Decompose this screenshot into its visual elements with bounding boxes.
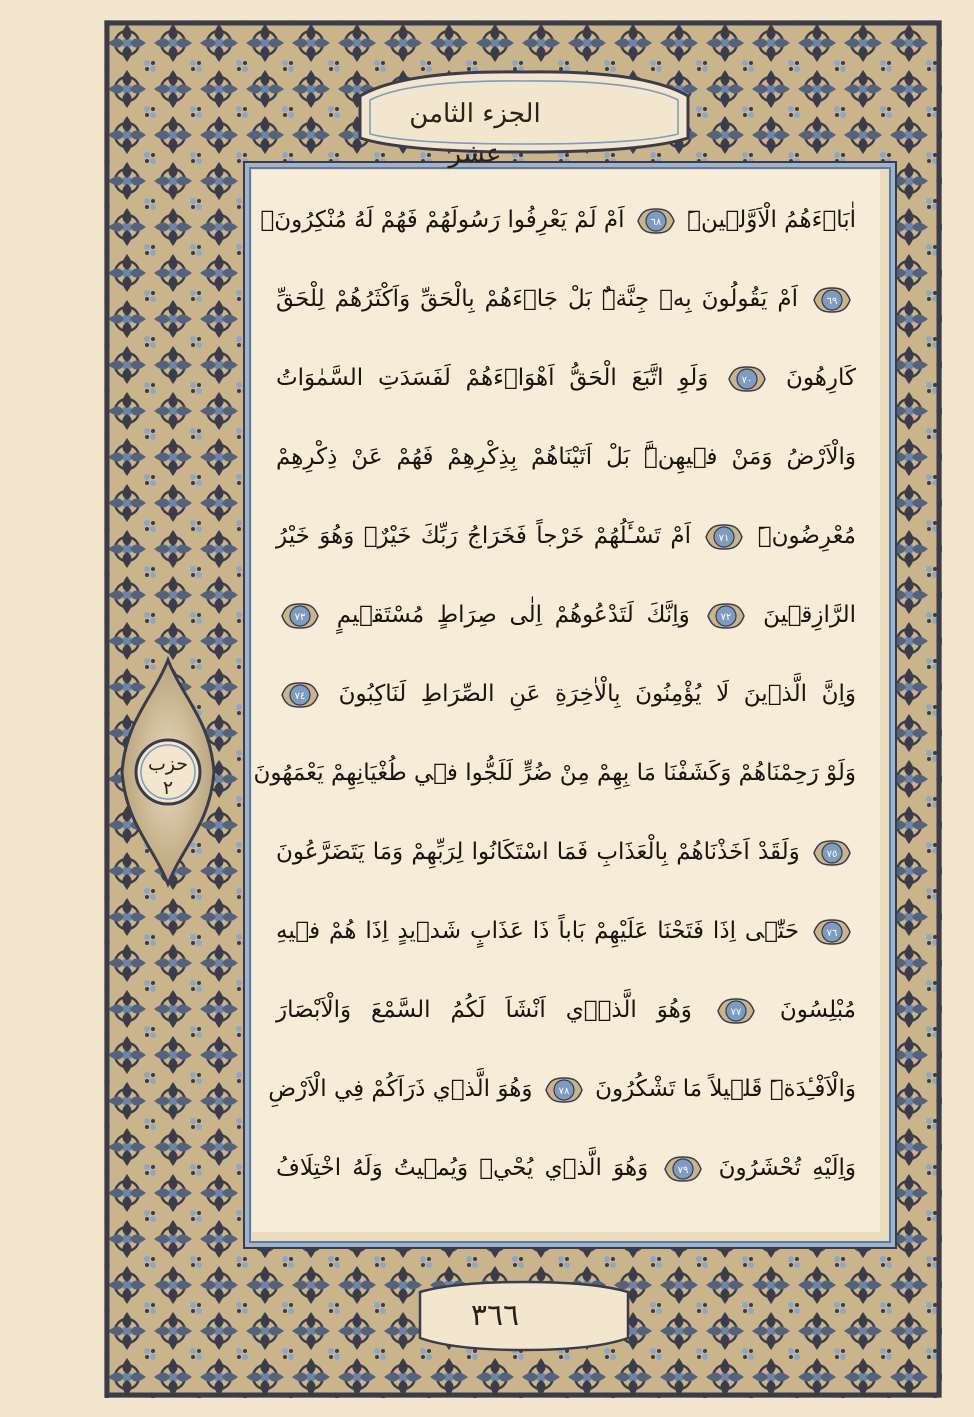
ayah-number-marker	[706, 601, 746, 631]
ayah-number-marker	[812, 838, 852, 868]
ayah-number-marker	[727, 364, 767, 394]
verse-text: وَالْاَرْضُ وَمَنْ ف۪يهِنَّۜ بَلْ اَتَيْنَاهُمْ بِذِكْرِهِمْ فَهُمْ عَنْ ذِكْرِهِمْ	[276, 444, 856, 470]
ayah-number: ٧٨	[558, 1085, 570, 1097]
ayah-number-marker	[636, 206, 676, 236]
ayah-number-marker	[663, 1154, 703, 1184]
ayah-number: ٧٠	[741, 374, 753, 386]
verse-text: وَلَوِ اتَّبَعَ الْحَقُّ اَهْوَاۤءَهُمْ لَفَسَدَتِ السَّمٰوَاتُ	[276, 365, 709, 391]
verse-text: وَالْاَفْـِٔدَةَۜ قَل۪يلاً مَا تَشْكُرُونَ	[587, 1076, 856, 1102]
page-number: ٣٦٦	[470, 1298, 520, 1333]
verse-line	[276, 587, 856, 643]
verse-text: وَلَوْ رَحِمْنَاهُمْ وَكَشَفْنَا مَا بِهِمْ مِنْ ضُرٍّ لَلَجُّوا ف۪ي طُغْيَانِهِمْ يَعْمَهُونَ	[253, 760, 856, 786]
hizb-word: حزب	[147, 753, 189, 775]
ayah-number-marker	[812, 285, 852, 315]
verse-line	[276, 666, 856, 722]
verse-text: وَهُوَ الَّذ۪ي يُحْي۪ وَيُم۪يتُ وَلَهُ اخْتِلَافُ	[276, 1155, 649, 1181]
ayah-number: ٧٤	[294, 690, 306, 702]
verse-text: وَاِنَّكَ لَتَدْعُوهُمْ اِلٰى صِرَاطٍ مُسْتَق۪يمٍ	[324, 602, 690, 628]
verse-line	[276, 824, 856, 880]
juz-title: الجزء الثامن عشر	[409, 99, 541, 169]
verse-text: حَتّٰۤى اِذَا فَتَحْنَا عَلَيْهِمْ بَاباً ذَا عَذَابٍ شَد۪يدٍ اِذَا هُمْ ف۪يهِ	[276, 918, 800, 944]
ayah-number-marker	[544, 1075, 584, 1105]
verse-line	[276, 1140, 856, 1196]
verse-text: مُبْلِسُونَ	[759, 997, 856, 1023]
verse-text: مُعْرِضُونَۜ	[748, 523, 856, 549]
verse-line	[276, 350, 856, 406]
verse-text: الرَّازِق۪ينَ	[750, 602, 856, 628]
verse-line	[260, 192, 856, 248]
ayah-number: ٦٨	[650, 216, 662, 228]
ayah-number-marker	[812, 917, 852, 947]
verse-text: وَلَقَدْ اَخَذْنَاهُمْ بِالْعَذَابِ فَمَا اسْتَكَانُوا لِرَبِّهِمْ وَمَا يَتَضَرَّعُونَ	[276, 839, 800, 865]
verse-text: اٰبَاۤءَهُمُ الْاَوَّل۪ينَۜ	[679, 207, 856, 233]
verse-text: اَمْ تَسْـَٔلُهُمْ خَرْجاً فَخَرَاجُ رَبِّكَ خَيْرٌۗ وَهُوَ خَيْرُ	[276, 523, 691, 549]
verse-text: كَارِهُونَ	[771, 365, 856, 391]
ayah-number-marker	[280, 680, 320, 710]
ayah-number: ٦٩	[826, 295, 838, 307]
ayah-number: ٧٦	[826, 927, 838, 939]
verse-text: اَمْ يَقُولُونَ بِه۪ جِنَّةٌۜ بَلْ جَاۤءَهُمْ بِالْحَقِّ وَاَكْثَرُهُمْ لِلْحَقِّ	[276, 286, 798, 312]
verse-line	[276, 982, 856, 1038]
verse-line	[253, 745, 856, 801]
ayah-number-marker	[704, 522, 744, 552]
verse-line	[276, 508, 856, 564]
verse-text: وَهُوَ الَّذ۪ي ذَرَاَكُمْ فِي الْاَرْضِ	[268, 1076, 533, 1102]
hizb-label	[143, 752, 193, 802]
verse-text: وَهُوَ الَّذ۪ۤي اَنْشَاَ لَكُمُ السَّمْعَ وَالْاَبْصَارَ	[276, 997, 692, 1023]
verse-text: وَاِنَّ الَّذ۪ينَ لَا يُؤْمِنُونَ بِالْاٰخِرَةِ عَنِ الصِّرَاطِ لَنَاكِبُونَ	[324, 681, 856, 707]
ayah-number-marker	[280, 601, 320, 631]
verse-line	[276, 429, 856, 485]
verse-text: اَمْ لَمْ يَعْرِفُوا رَسُولَهُمْ فَهُمْ لَهُ مُنْكِرُونَۘ	[260, 207, 625, 233]
ayah-number-marker	[716, 996, 756, 1026]
ayah-number: ٧٣	[294, 611, 306, 623]
verse-line	[276, 271, 856, 327]
ayah-number: ٧٥	[826, 848, 838, 860]
verse-lines	[253, 192, 856, 1222]
verse-text: وَاِلَيْهِ تُحْشَرُونَ	[707, 1155, 856, 1181]
verse-line	[276, 903, 856, 959]
verse-line	[268, 1061, 856, 1117]
hizb-number: ٢	[162, 777, 174, 799]
ayah-number: ٧٩	[678, 1164, 689, 1176]
ayah-number: ٧١	[719, 532, 730, 544]
ayah-number: ٧٧	[730, 1006, 742, 1018]
ayah-number: ٧٢	[721, 611, 732, 623]
